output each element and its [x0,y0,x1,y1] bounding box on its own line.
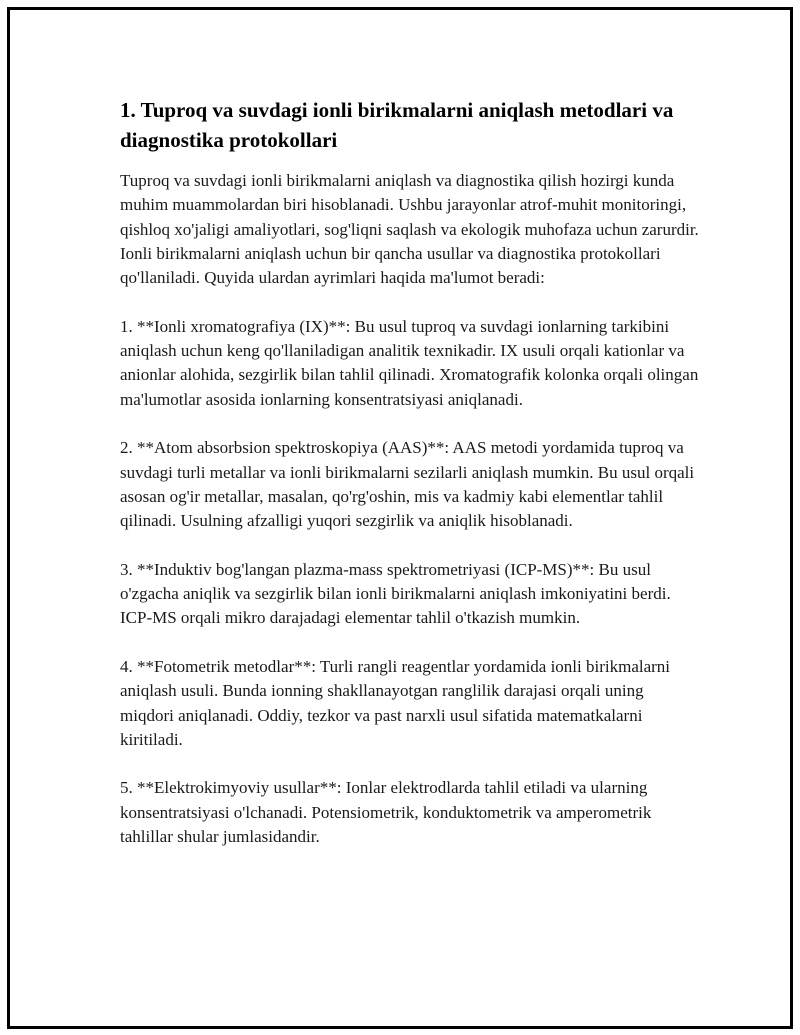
page-frame [7,7,793,1029]
intro-paragraph: Tuproq va suvdagi ionli birikmalarni aniqlash va diagnostika qilish hozirgi kunda muhim muammolardan biri hisoblanadi. Ushbu jarayonlar atrof-muhit monitoringi, qishloq xo'jaligi amaliyotlari, sog'liqni saqlash va ekologik muhofaza uchun zarurdir. Ionli birikmalarni aniqlash uchun bir qancha usullar va diagnostika protokollari qo'llaniladi. Quyida ulardan ayrimlari haqida ma'lumot beradi: [120,171,699,288]
list-item-ion-chromatography: 1. **Ionli xromatografiya (IX)**: Bu usul tuproq va suvdagi ionlarning tarkibini aniqlash uchun keng qo'llaniladigan analitik texnikadir. IX usuli orqali kationlar va anionlar alohida, sezgirlik bilan tahlil qilinadi. Xromatografik kolonka orqali olingan ma'lumotlar asosida ionlarning konsentratsiyasi aniqlanadi. [120,316,699,409]
document-body [120,95,700,849]
list-item-photometric: 4. **Fotometrik metodlar**: Turli rangli reagentlar yordamida ionli birikmalarni aniqlash usuli. Bunda ionning shakllanayotgan ranglilik darajasi orqali uning miqdori aniqlanadi. Oddiy, tezkor va past narxli usul sifatida matematkalarni kiritiladi. [120,656,671,749]
list-item-electrochemical: 5. **Elektrokimyoviy usullar**: Ionlar elektrodlarda tahlil etiladi va ularning konsentratsiyasi o'lchanadi. Potensiometrik, konduktometrik va amperometrik tahlillar shular jumlasidandir. [120,778,652,847]
list-item-icp-ms: 3. **Induktiv bog'langan plazma-mass spektrometriyasi (ICP-MS)**: Bu usul o'zgacha aniqlik va sezgirlik bilan ionli birikmalarni aniqlash imkoniyatini berdi. ICP-MS orqali mikro darajadagi elementar tahlil o'tkazish mumkin. [120,559,671,628]
document-title: 1. Tuproq va suvdagi ionli birikmalarni aniqlash metodlari va diagnostika protokollari [120,98,674,152]
list-item-atomic-absorption: 2. **Atom absorbsion spektroskopiya (AAS)**: AAS metodi yordamida tuproq va suvdagi turli metallar va ionli birikmalarni sezilarli aniqlash mumkin. Bu usul orqali asosan og'ir metallar, masalan, qo'rg'oshin, mis va kadmiy kabi elementlar tahlil qilinadi. Usulning afzalligi yuqori sezgirlik va aniqlik hisoblanadi. [120,438,695,531]
